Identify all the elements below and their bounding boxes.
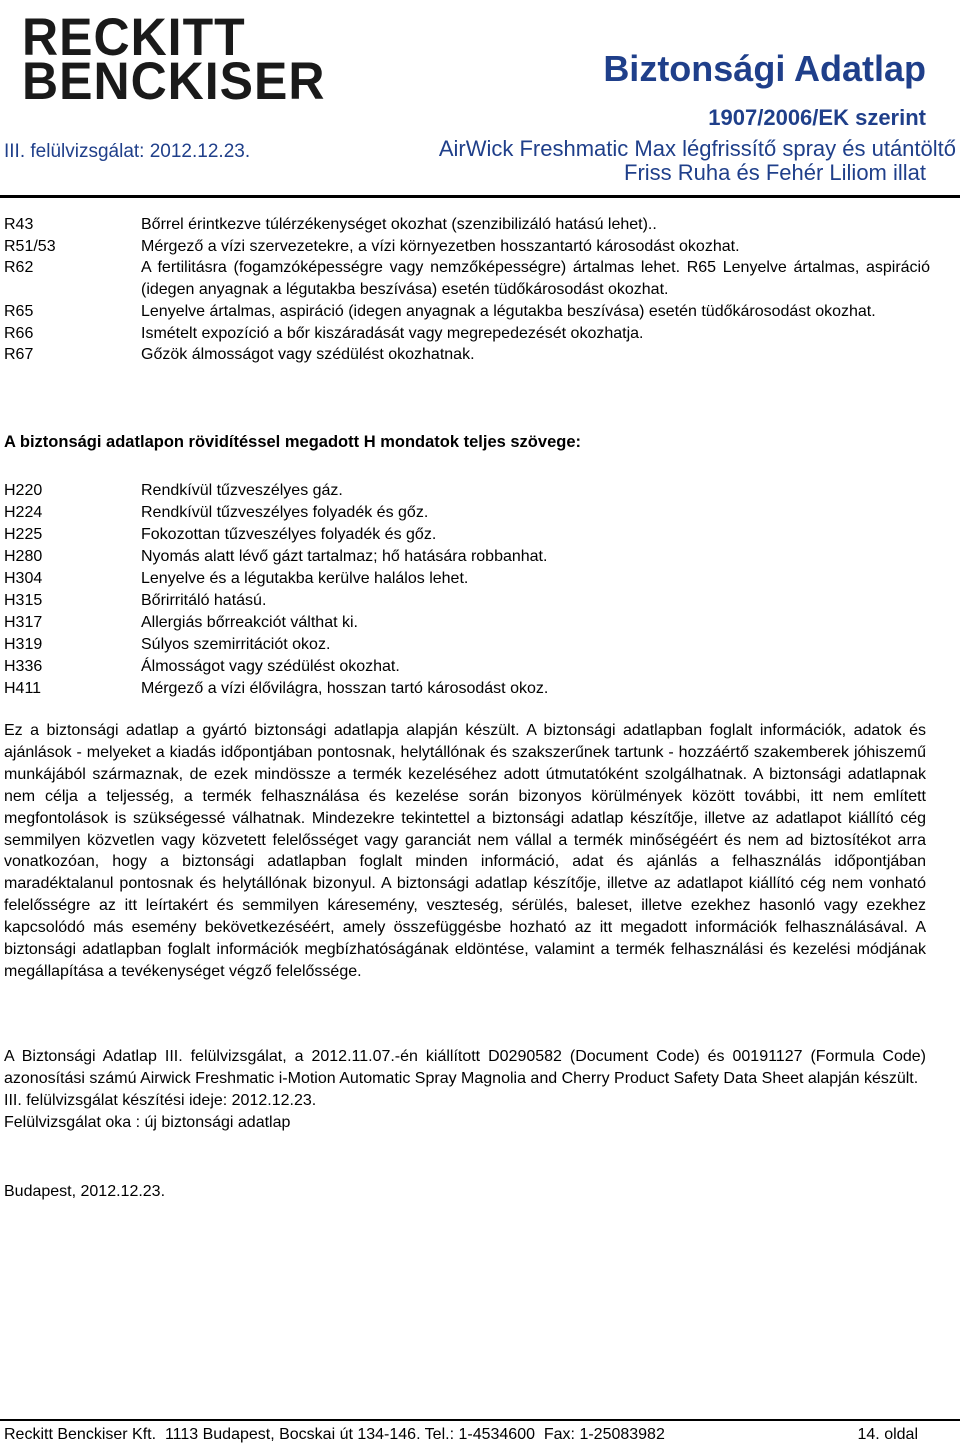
h-phrase-text: Fokozottan tűzveszélyes folyadék és gőz. [141,526,437,543]
h-phrase-text: Allergiás bőrreakciót válthat ki. [141,614,358,631]
r-phrase-text: Ismételt expozíció a bőr kiszáradását vagy megrepedezését okozhatja. [141,324,644,342]
revision-date: III. felülvizsgálat készítési ideje: 2012.12.23. [4,1091,317,1109]
h-phrase-code: H224 [4,504,43,521]
product-name: AirWick Freshmatic Max légfrissítő spray és utántöltő [438,136,956,161]
r-phrase-text: Bőrrel érintkezve túlérzékenységet okozhat (szenzibilizáló hatású lehet).. [141,216,657,233]
place-and-date: Budapest, 2012.12.23. [4,1183,166,1200]
r-phrase-text: A fertilitásra (fogamzóképességre vagy nemzőképességre) ártalmas lehet. R65 Lenyelve ártalmas, aspiráció (idegen anyagnak a légutakba beszívása) esetén tüdőkárosodást okozhat. [141,259,930,299]
h-phrase-row [4,524,930,546]
footer-company-info: Reckitt Benckiser Kft. 1113 Budapest, Bocskai út 134-146. Tel.: 1-4534600 Fax: 1-25083982 [4,1426,665,1443]
h-phrase-code: H317 [4,614,43,631]
r-phrase-text: Gőzök álmosságot vagy szédülést okozhatnak. [141,346,475,364]
r-phrase-code: R67 [4,346,34,364]
r-phrase-row [4,301,930,323]
header-divider [0,195,960,198]
h-phrase-text: Álmosságot vagy szédülést okozhat. [141,658,400,675]
h-phrase-text: Nyomás alatt lévő gázt tartalmaz; hő hatására robbanhat. [141,548,548,565]
h-phrase-code: H304 [4,570,43,587]
h-phrase-code: H336 [4,658,43,675]
h-phrase-code: H220 [4,482,43,499]
r-phrase-text: Mérgező a vízi szervezetekre, a vízi környezetben hosszantartó károsodást okozhat. [141,237,740,255]
h-phrase-text: Rendkívül tűzveszélyes folyadék és gőz. [141,504,429,521]
regulation-label: 1907/2006/EK szerint [708,105,926,130]
h-phrase-text: Súlyos szemirritációt okoz. [141,636,331,653]
r-phrase-row [4,236,930,258]
h-phrase-text: Rendkívül tűzveszélyes gáz. [141,482,343,499]
logo-line-2: BENCKISER [22,51,326,111]
r-phrase-text: Lenyelve ártalmas, aspiráció (idegen anyagnak a légutakba beszívása) esetén tüdőkárosodást okozhat. [141,302,876,320]
r-phrase-row [4,214,930,236]
logo-line-1: RECKITT [22,7,246,67]
product-variant: Friss Ruha és Fehér Liliom illat [624,160,926,185]
h-phrase-row [4,590,930,612]
h-phrase-text: Mérgező a vízi élővilágra, hosszan tartó károsodást okoz. [141,680,549,697]
h-phrase-row [4,480,930,502]
r-phrase-row [4,257,930,300]
r-phrase-code: R51/53 [4,237,56,255]
h-phrase-code: H315 [4,592,43,609]
page-number: 14. oldal [857,1426,918,1443]
revision-note [4,1046,926,1134]
h-phrase-text: Lenyelve és a légutakba kerülve halálos lehet. [141,570,469,587]
h-phrases-heading: A biztonsági adatlapon rövidítéssel megadott H mondatok teljes szövege: [4,433,581,451]
company-logo [4,4,326,111]
r-phrase-code: R43 [4,216,34,233]
h-phrase-code: H411 [4,680,42,697]
document-title: Biztonsági Adatlap [603,48,926,89]
r-phrase-list [4,214,930,366]
h-phrase-row [4,568,930,590]
h-phrase-row [4,634,930,656]
r-phrase-code: R65 [4,302,34,320]
r-phrase-code: R66 [4,324,34,342]
revision-label: III. felülvizsgálat: 2012.12.23. [4,141,251,162]
h-phrase-list [4,480,930,700]
h-phrase-row [4,546,930,568]
r-phrase-row [4,344,930,366]
h-phrase-text: Bőrirritáló hatású. [141,592,267,609]
r-phrase-code: R62 [4,259,34,277]
disclaimer-text: Ez a biztonsági adatlap a gyártó biztonsági adatlapja alapján készült. A biztonsági adatlapban foglalt információk, adatok és ajánlások - melyeket a kiadás időpontjában pontosnak, helytállónak és szakszerűnek tartunk - hozzáértő szakemberek jóhiszemű munkájából származnak, de ezek mindössze a termék kezeléséhez adott útmutatóként szolgálhatnak. A biztonsági adatlapnak nem célja a teljesség, a termék felhasználása és kezelése során bizonyos körülmények között további, itt nem említett megfontolások is szükségessé válhatnak. Mindezekre tekintettel a biztonsági adatlap készítője, illetve az adatlapot kiállító cég semmilyen közvetlen vagy közvetett felelősséget vagy garanciát nem vállal a termék minőségéért és nem ad biztosítékot arra vonatkozóan, hogy a biztonsági adatlapban foglalt minden információ, adat és ajánlás a felhasználás időpontjában maradéktalanul pontosnak és helytállónak bizonyul. A biztonsági adatlap készítője, illetve az adatlapot kiállító cég nem vonható felelősségre az itt leírtakért és semmilyen káresemény, veszteség, sérülés, baleset, illetve ezekhez hasonló vagy ezekhez kapcsolódó más esemény bekövetkezéséért, amely összefüggésbe hozható az itt megadott információk felhasználásával. A biztonsági adatlapban foglalt információk megbízhatóságának eldöntése, valamint a termék felhasználási és kezelési módjának megállapítása a tevékenységet végző felelőssége. [4,722,926,980]
disclaimer-paragraph [4,720,926,983]
revision-note-text: A Biztonsági Adatlap III. felülvizsgálat, a 2012.11.07.-én kiállított D0290582 (Document Code) és 00191127 (Formula Code) azonosítási számú Airwick Freshmatic i-Motion Automatic Spray Magnolia and Cherry Product Safety Data Sheet alapján készült. [4,1048,926,1087]
h-phrase-code: H319 [4,636,43,653]
h-phrase-row [4,612,930,634]
footer-divider [0,1419,960,1421]
h-phrase-row [4,678,930,700]
h-phrase-code: H225 [4,526,43,543]
h-phrase-row [4,656,930,678]
h-phrase-code: H280 [4,548,43,565]
revision-reason: Felülvizsgálat oka : új biztonsági adatlap [4,1113,291,1131]
r-phrase-row [4,323,930,345]
h-phrase-row [4,502,930,524]
